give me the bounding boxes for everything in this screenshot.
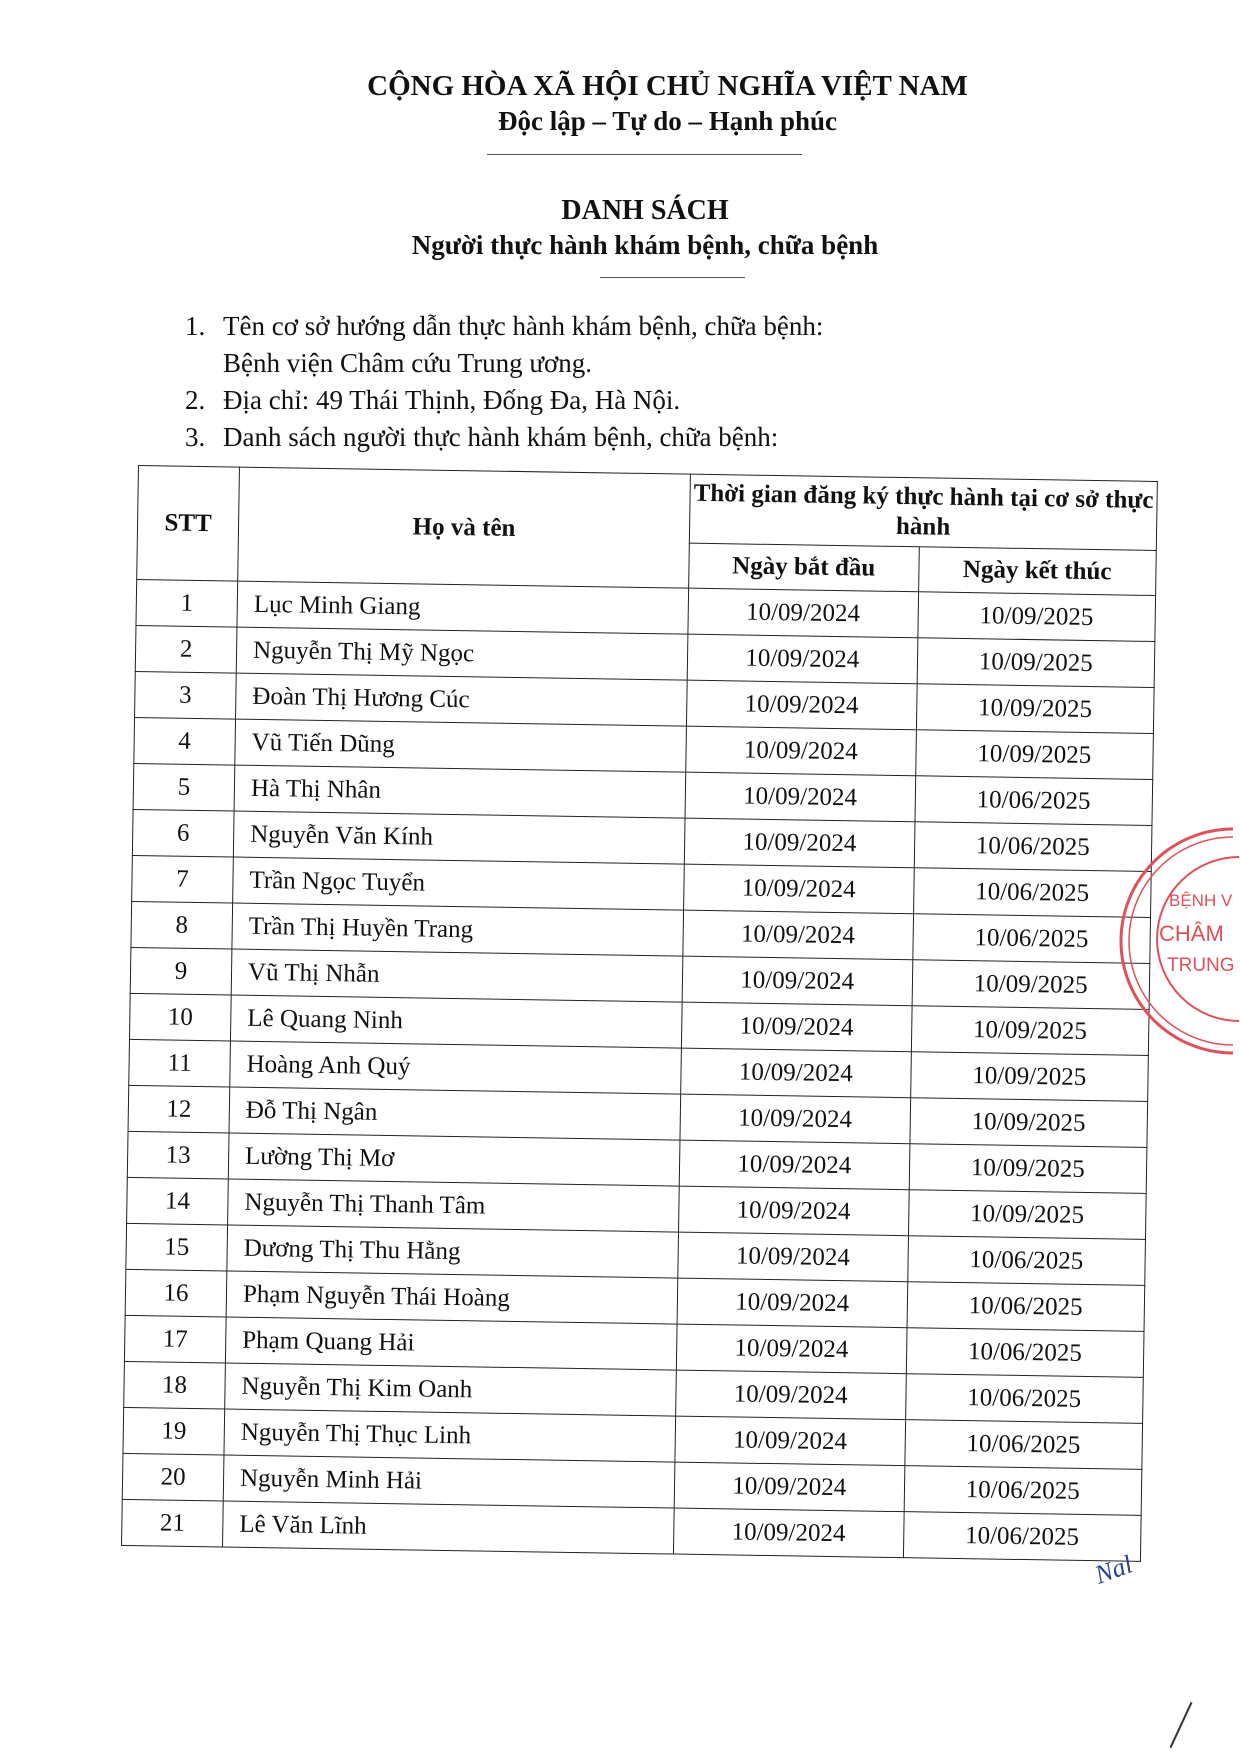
row-stt: 18 bbox=[124, 1361, 226, 1409]
row-end-date: 10/06/2025 bbox=[914, 822, 1152, 872]
row-end-date: 10/09/2025 bbox=[908, 1190, 1146, 1240]
row-start-date: 10/09/2024 bbox=[682, 956, 912, 1006]
divider bbox=[600, 277, 745, 278]
row-end-date: 10/06/2025 bbox=[906, 1328, 1144, 1378]
row-stt: 4 bbox=[134, 717, 236, 765]
row-stt: 19 bbox=[123, 1407, 225, 1455]
stamp-text: BỆNH V bbox=[1169, 891, 1233, 910]
row-stt: 15 bbox=[126, 1223, 228, 1271]
row-stt: 10 bbox=[129, 993, 231, 1041]
row-end-date: 10/09/2025 bbox=[910, 1052, 1148, 1102]
row-name: Nguyễn Thị Thanh Tâm bbox=[228, 1179, 680, 1232]
hospital-stamp bbox=[1117, 827, 1240, 1055]
row-start-date: 10/09/2024 bbox=[680, 1094, 910, 1144]
divider bbox=[487, 154, 802, 155]
row-start-date: 10/09/2024 bbox=[676, 1324, 906, 1374]
list-item: 2. Địa chỉ: 49 Thái Thịnh, Đống Đa, Hà Nội. bbox=[185, 385, 681, 415]
row-end-date: 10/09/2025 bbox=[912, 960, 1150, 1010]
row-stt: 2 bbox=[135, 625, 237, 673]
row-name: Hà Thị Nhân bbox=[234, 765, 686, 818]
row-start-date: 10/09/2024 bbox=[679, 1140, 909, 1190]
row-start-date: 10/09/2024 bbox=[679, 1186, 909, 1236]
row-start-date: 10/09/2024 bbox=[687, 634, 917, 684]
row-start-date: 10/09/2024 bbox=[684, 818, 914, 868]
row-start-date: 10/09/2024 bbox=[683, 910, 913, 960]
row-name: Trần Thị Huyền Trang bbox=[232, 903, 684, 956]
row-stt: 1 bbox=[136, 579, 238, 627]
row-end-date: 10/09/2025 bbox=[909, 1098, 1147, 1148]
row-name: Hoàng Anh Quý bbox=[230, 1041, 682, 1094]
row-start-date: 10/09/2024 bbox=[673, 1508, 903, 1558]
header-registration-period: Thời gian đăng ký thực hành tại cơ sở thực hành bbox=[689, 474, 1157, 550]
row-end-date: 10/06/2025 bbox=[907, 1236, 1145, 1286]
row-start-date: 10/09/2024 bbox=[688, 588, 918, 638]
row-start-date: 10/09/2024 bbox=[677, 1278, 907, 1328]
row-name: Lê Văn Lĩnh bbox=[223, 1501, 675, 1554]
document-subtitle: Người thực hành khám bệnh, chữa bệnh bbox=[411, 230, 879, 260]
row-end-date: 10/09/2025 bbox=[909, 1144, 1147, 1194]
row-end-date: 10/06/2025 bbox=[903, 1512, 1141, 1562]
practitioner-table bbox=[121, 465, 1158, 1562]
header-stt: STT bbox=[137, 466, 240, 582]
row-end-date: 10/09/2025 bbox=[916, 684, 1154, 734]
row-stt: 9 bbox=[130, 947, 232, 995]
row-start-date: 10/09/2024 bbox=[675, 1416, 905, 1466]
row-end-date: 10/09/2025 bbox=[915, 730, 1153, 780]
row-end-date: 10/06/2025 bbox=[905, 1374, 1143, 1424]
row-name: Nguyễn Thị Mỹ Ngọc bbox=[236, 627, 688, 680]
row-end-date: 10/06/2025 bbox=[913, 868, 1151, 918]
row-name: Lê Quang Ninh bbox=[230, 995, 682, 1048]
row-end-date: 10/06/2025 bbox=[904, 1466, 1142, 1516]
info-list bbox=[185, 308, 823, 456]
list-item-continuation: Bệnh viện Châm cứu Trung ương. bbox=[223, 348, 593, 378]
pen-mark bbox=[1170, 1702, 1193, 1748]
row-stt: 5 bbox=[133, 763, 235, 811]
row-name: Lục Minh Giang bbox=[237, 581, 689, 634]
row-end-date: 10/06/2025 bbox=[912, 914, 1150, 964]
row-name: Nguyễn Văn Kính bbox=[233, 811, 685, 864]
stamp-text: CHÂM bbox=[1159, 921, 1224, 946]
row-name: Đoàn Thị Hương Cúc bbox=[236, 673, 688, 726]
document-title: DANH SÁCH bbox=[561, 195, 729, 226]
national-title: CỘNG HÒA XÃ HỘI CHỦ NGHĨA VIỆT NAM bbox=[367, 70, 968, 102]
row-name: Nguyễn Minh Hải bbox=[223, 1455, 675, 1508]
row-start-date: 10/09/2024 bbox=[674, 1462, 904, 1512]
row-end-date: 10/06/2025 bbox=[904, 1420, 1142, 1470]
row-start-date: 10/09/2024 bbox=[678, 1232, 908, 1282]
row-name: Vũ Thị Nhẫn bbox=[231, 949, 683, 1002]
row-start-date: 10/09/2024 bbox=[686, 726, 916, 776]
row-end-date: 10/09/2025 bbox=[917, 592, 1155, 642]
row-name: Lường Thị Mơ bbox=[228, 1133, 680, 1186]
row-start-date: 10/09/2024 bbox=[676, 1370, 906, 1420]
row-stt: 13 bbox=[127, 1131, 229, 1179]
motto: Độc lập – Tự do – Hạnh phúc bbox=[497, 106, 838, 136]
row-name: Vũ Tiến Dũng bbox=[235, 719, 687, 772]
row-name: Nguyễn Thị Thục Linh bbox=[224, 1409, 676, 1462]
row-stt: 12 bbox=[128, 1085, 230, 1133]
row-stt: 20 bbox=[122, 1453, 224, 1501]
row-end-date: 10/09/2025 bbox=[911, 1006, 1149, 1056]
row-name: Trần Ngọc Tuyển bbox=[233, 857, 685, 910]
row-name: Dương Thị Thu Hằng bbox=[227, 1225, 679, 1278]
row-stt: 17 bbox=[124, 1315, 226, 1363]
row-name: Đỗ Thị Ngân bbox=[229, 1087, 681, 1140]
row-stt: 16 bbox=[125, 1269, 227, 1317]
row-start-date: 10/09/2024 bbox=[684, 864, 914, 914]
row-name: Phạm Quang Hải bbox=[225, 1317, 677, 1370]
row-stt: 3 bbox=[135, 671, 237, 719]
header-end-date: Ngày kết thúc bbox=[918, 547, 1156, 596]
row-stt: 14 bbox=[127, 1177, 229, 1225]
row-stt: 7 bbox=[132, 855, 234, 903]
list-item: 3. Danh sách người thực hành khám bệnh, chữa bệnh: bbox=[185, 422, 779, 452]
row-stt: 21 bbox=[122, 1499, 224, 1547]
row-start-date: 10/09/2024 bbox=[681, 1002, 911, 1052]
row-start-date: 10/09/2024 bbox=[685, 772, 915, 822]
row-end-date: 10/06/2025 bbox=[914, 776, 1152, 826]
row-stt: 8 bbox=[131, 901, 233, 949]
list-item: 1. Tên cơ sở hướng dẫn thực hành khám bệnh, chữa bệnh: bbox=[185, 311, 824, 341]
signature-initials: Nal bbox=[1091, 1549, 1137, 1590]
row-start-date: 10/09/2024 bbox=[686, 680, 916, 730]
row-name: Nguyễn Thị Kim Oanh bbox=[225, 1363, 677, 1416]
stamp-text: TRUNG bbox=[1167, 955, 1235, 976]
row-stt: 11 bbox=[129, 1039, 231, 1087]
row-end-date: 10/06/2025 bbox=[907, 1282, 1145, 1332]
row-end-date: 10/09/2025 bbox=[917, 638, 1155, 688]
row-name: Phạm Nguyễn Thái Hoàng bbox=[226, 1271, 678, 1324]
header-start-date: Ngày bắt đầu bbox=[689, 543, 919, 592]
header-name: Họ và tên bbox=[238, 467, 691, 588]
row-start-date: 10/09/2024 bbox=[681, 1048, 911, 1098]
row-stt: 6 bbox=[132, 809, 234, 857]
